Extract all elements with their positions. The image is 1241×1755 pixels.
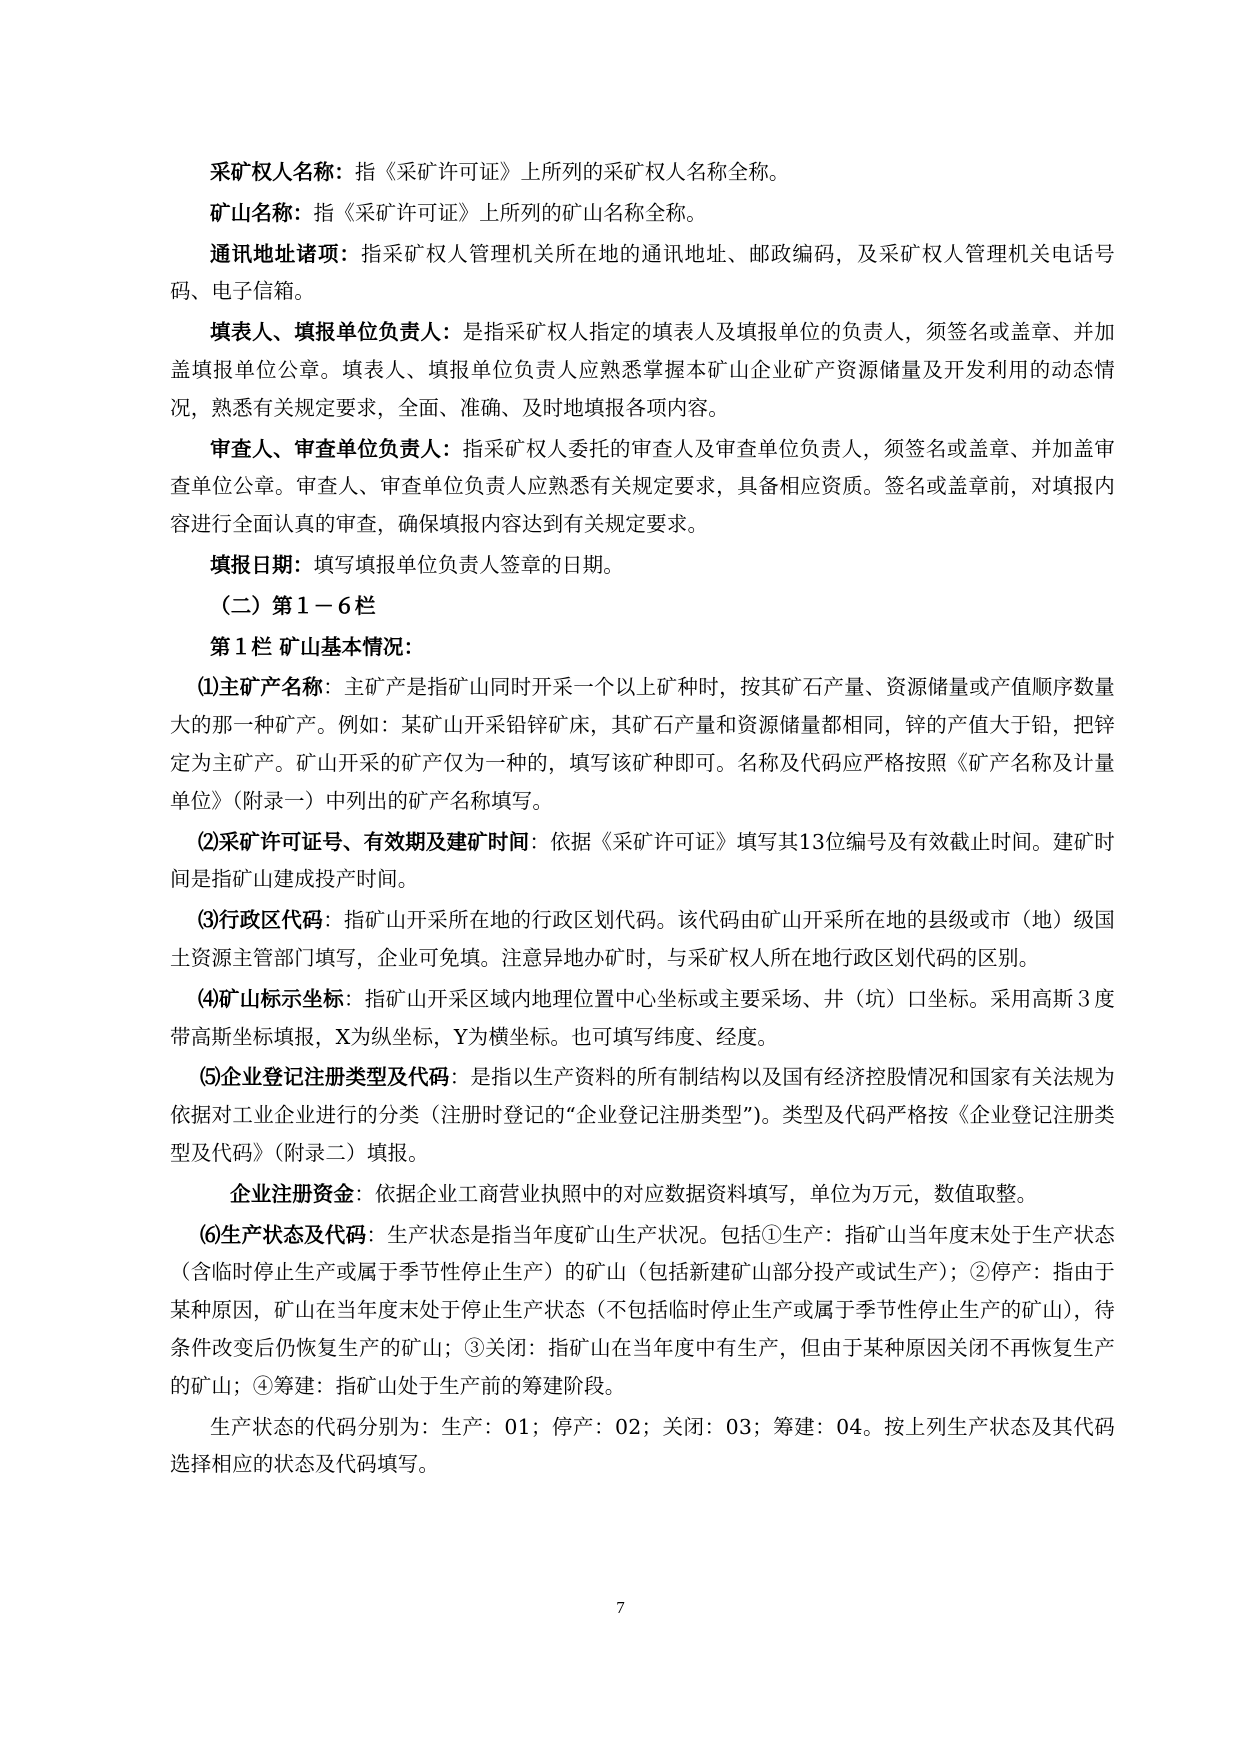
item-text: ：指矿山开采区域内地理位置中心坐标或主要采场、井（坑）口坐标。采用高斯３度带高斯坐标填报，X为纵坐标，Y为横坐标。也可填写纬度、经度。	[170, 986, 1115, 1049]
item-coordinates	[170, 981, 1115, 1057]
item-text: ：生产状态是指当年度矿山生产状况。包括①生产：指矿山当年度末处于生产状态（含临时停止生产或属于季节性停止生产）的矿山（包括新建矿山部分投产或试生产）；②停产：指由于某种原因，矿山在当年度末处于停止生产状态（不包括临时停止生产或属于季节性停止生产的矿山），待条件改变后仍恢复生产的矿山；③关闭：指矿山在当年度中有生产，但由于某种原因关闭不再恢复生产的矿山；④筹建：指矿山处于生产前的筹建阶段。	[170, 1222, 1115, 1398]
item-text: ：依据《采矿许可证》填写其13位编号及有效截止时间。建矿时间是指矿山建成投产时间。	[170, 829, 1115, 892]
item-production-status	[170, 1217, 1115, 1406]
paragraph-reviewer	[170, 431, 1115, 544]
item-text: ：指矿山开采所在地的行政区划代码。该代码由矿山开采所在地的县级或市（地）级国土资源主管部门填写，企业可免填。注意异地办矿时，与采矿权人所在地行政区划代码的区别。	[170, 908, 1115, 970]
item-label: 企业注册资金	[230, 1181, 355, 1206]
term-label: 采矿权人名称：	[210, 160, 355, 184]
paragraph-filler	[170, 314, 1115, 427]
paragraph-mine-name	[170, 195, 1115, 233]
paragraph-fill-date	[170, 547, 1115, 585]
term-label: 矿山名称：	[210, 200, 314, 225]
term-definition: 指采矿权人管理机关所在地的通讯地址、邮政编码，及采矿权人管理机关电话号码、电子信箱。	[170, 241, 1115, 304]
item-label: ⑴主矿产名称	[198, 675, 324, 700]
item-main-mineral	[170, 669, 1115, 820]
term-label: 审查人、审查单位负责人：	[210, 436, 463, 461]
item-label: ⑵采矿许可证号、有效期及建矿时间	[198, 829, 530, 854]
paragraph-address	[170, 236, 1115, 312]
term-definition: 指采矿权人委托的审查人及审查单位负责人，须签名或盖章、并加盖审查单位公章。审查人、审查单位负责人应熟悉有关规定要求，具备相应资质。签名或盖章前，对填报内容进行全面认真的审查，确保填报内容达到有关规定要求。	[170, 436, 1115, 537]
document-body	[170, 150, 1115, 1487]
page-number: 7	[616, 1598, 625, 1617]
term-label: 填报日期：	[210, 552, 314, 577]
item-label: ⑷矿山标示坐标	[198, 986, 344, 1011]
item-text: ：是指以生产资料的所有制结构以及国有经济控股情况和国家有关法规为依据对工业企业进行的分类（注册时登记的“企业登记注册类型”)。类型及代码严格按《企业登记注册类型及代码》（附录二）填报。	[170, 1065, 1115, 1165]
term-definition: 填写填报单位负责人签章的日期。	[313, 552, 624, 577]
item-text: ：主矿产是指矿山同时开采一个以上矿种时，按其矿石产量、资源储量或产值顺序数量大的那一种矿产。例如：某矿山开采铅锌矿床，其矿石产量和资源储量都相同，锌的产值大于铅，把锌定为主矿产。矿山开采的矿产仅为一种的，填写该矿种即可。名称及代码应严格按照《矿产名称及计量单位》（附录一）中列出的矿产名称填写。	[170, 675, 1115, 813]
item-registered-capital	[170, 1176, 1115, 1214]
term-definition: 指《采矿许可证》上所列的矿山名称全称。	[313, 200, 707, 225]
item-label: ⑸企业登记注册类型及代码	[200, 1065, 450, 1090]
term-label: 通讯地址诸项：	[210, 241, 361, 266]
term-definition: 是指采矿权人指定的填表人及填报单位的负责人，须签名或盖章、并加盖填报单位公章。填表人、填报单位负责人应熟悉掌握本矿山企业矿产资源储量及开发利用的动态情况，熟悉有关规定要求，全面、准确、及时地填报各项内容。	[170, 320, 1115, 420]
item-label: ⑹生产状态及代码	[200, 1222, 367, 1247]
paragraph-status-codes: 生产状态的代码分别为：生产：01；停产：02；关闭：03；筹建：04。按上列生产状态及其代码选择相应的状态及代码填写。	[170, 1414, 1115, 1477]
paragraph-mining-right-holder	[170, 154, 1115, 192]
item-mining-license	[170, 824, 1115, 900]
item-admin-code	[170, 902, 1115, 978]
column-heading: 第１栏 矿山基本情况：	[210, 634, 425, 659]
section-heading: （二）第１－６栏	[210, 593, 376, 618]
item-text: ：依据企业工商营业执照中的对应数据资料填写，单位为万元，数值取整。	[354, 1181, 1038, 1206]
term-label: 填表人、填报单位负责人：	[210, 320, 463, 345]
item-label: ⑶行政区代码	[198, 908, 324, 933]
term-definition: 指《采矿许可证》上所列的采矿权人名称全称。	[354, 160, 790, 184]
item-registration-type	[170, 1059, 1115, 1172]
